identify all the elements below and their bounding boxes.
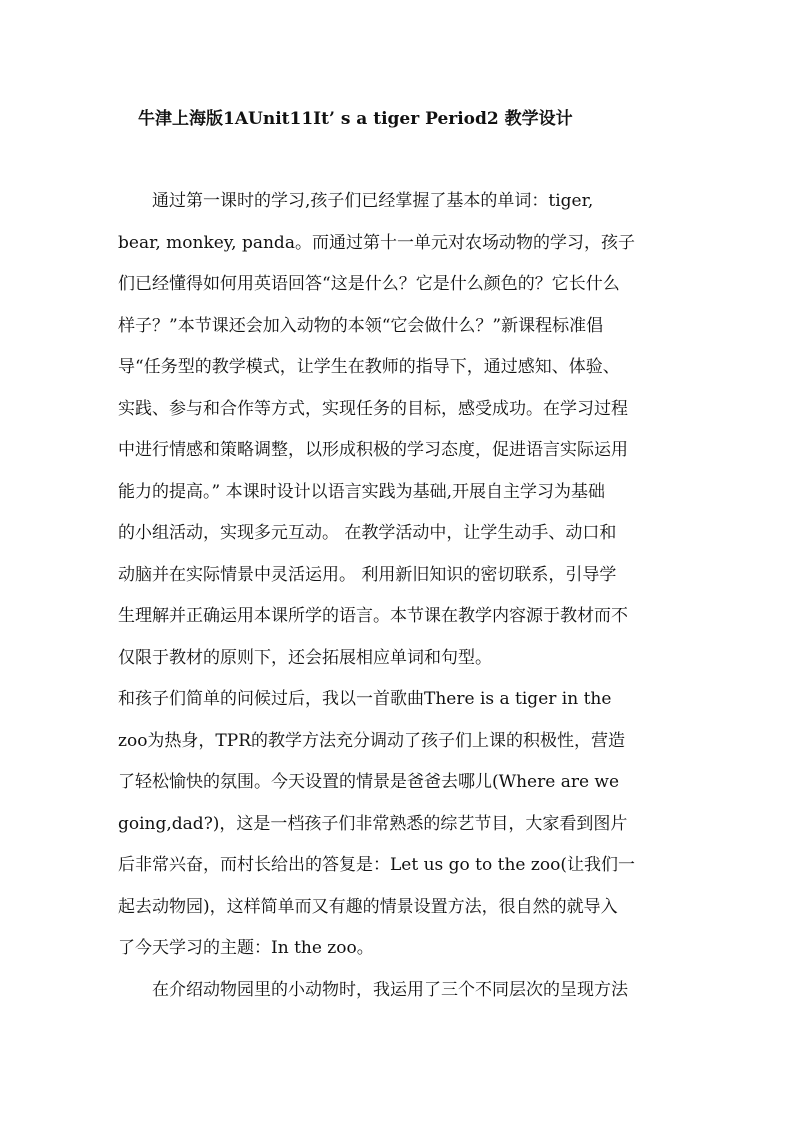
paragraph-line: bear, monkey, panda。而通过第十一单元对农场动物的学习，孩子 bbox=[118, 233, 635, 253]
paragraph-line: 了今天学习的主题：In the zoo。 bbox=[118, 938, 374, 958]
paragraph-line: 在介绍动物园里的小动物时，我运用了三个不同层次的呈现方法 bbox=[118, 980, 628, 1000]
paragraph-line: 起去动物园)，这样简单而又有趣的情景设置方法，很自然的就导入 bbox=[118, 897, 618, 917]
paragraph-line: 后非常兴奋，而村长给出的答复是：Let us go to the zoo(让我们一 bbox=[118, 855, 635, 875]
paragraph-line: 通过第一课时的学习,孩子们已经掌握了基本的单词：tiger, bbox=[118, 191, 594, 211]
paragraph-line: 动脑并在实际情景中灵活运用。 利用新旧知识的密切联系，引导学 bbox=[118, 565, 617, 585]
paragraph-line: 生理解并正确运用本课所学的语言。本节课在教学内容源于教材而不 bbox=[118, 606, 628, 626]
paragraph-line: 样子？”本节课还会加入动物的本领“它会做什么？”新课程标准倡 bbox=[118, 316, 604, 336]
paragraph-line: 中进行情感和策略调整，以形成积极的学习态度，促进语言实际运用 bbox=[118, 440, 628, 460]
paragraph-line: 和孩子们简单的问候过后，我以一首歌曲There is a tiger in the bbox=[118, 689, 612, 709]
paragraph-line: zoo为热身，TPR的教学方法充分调动了孩子们上课的积极性，营造 bbox=[118, 731, 626, 751]
document-title: 牛津上海版1AUnit11It’ s a tiger Period2 教学设计 bbox=[138, 109, 573, 129]
paragraph-line: 能力的提高。” 本课时设计以语言实践为基础,开展自主学习为基础 bbox=[118, 482, 605, 502]
paragraph-line: 了轻松愉快的氛围。今天设置的情景是爸爸去哪儿(Where are we bbox=[118, 772, 620, 792]
paragraph-line: 导“任务型的教学模式，让学生在教师的指导下，通过感知、体验、 bbox=[118, 357, 620, 377]
paragraph-line: 实践、参与和合作等方式，实现任务的目标，感受成功。在学习过程 bbox=[118, 399, 628, 419]
paragraph-line: 们已经懂得如何用英语回答“这是什么？它是什么颜色的？它长什么 bbox=[118, 274, 620, 294]
paragraph-line: 仅限于教材的原则下，还会拓展相应单词和句型。 bbox=[118, 648, 492, 668]
paragraph-line: 的小组活动，实现多元互动。 在教学活动中，让学生动手、动口和 bbox=[118, 523, 617, 543]
paragraph-line: going,dad?)，这是一档孩子们非常熟悉的综艺节目，大家看到图片 bbox=[118, 814, 628, 834]
